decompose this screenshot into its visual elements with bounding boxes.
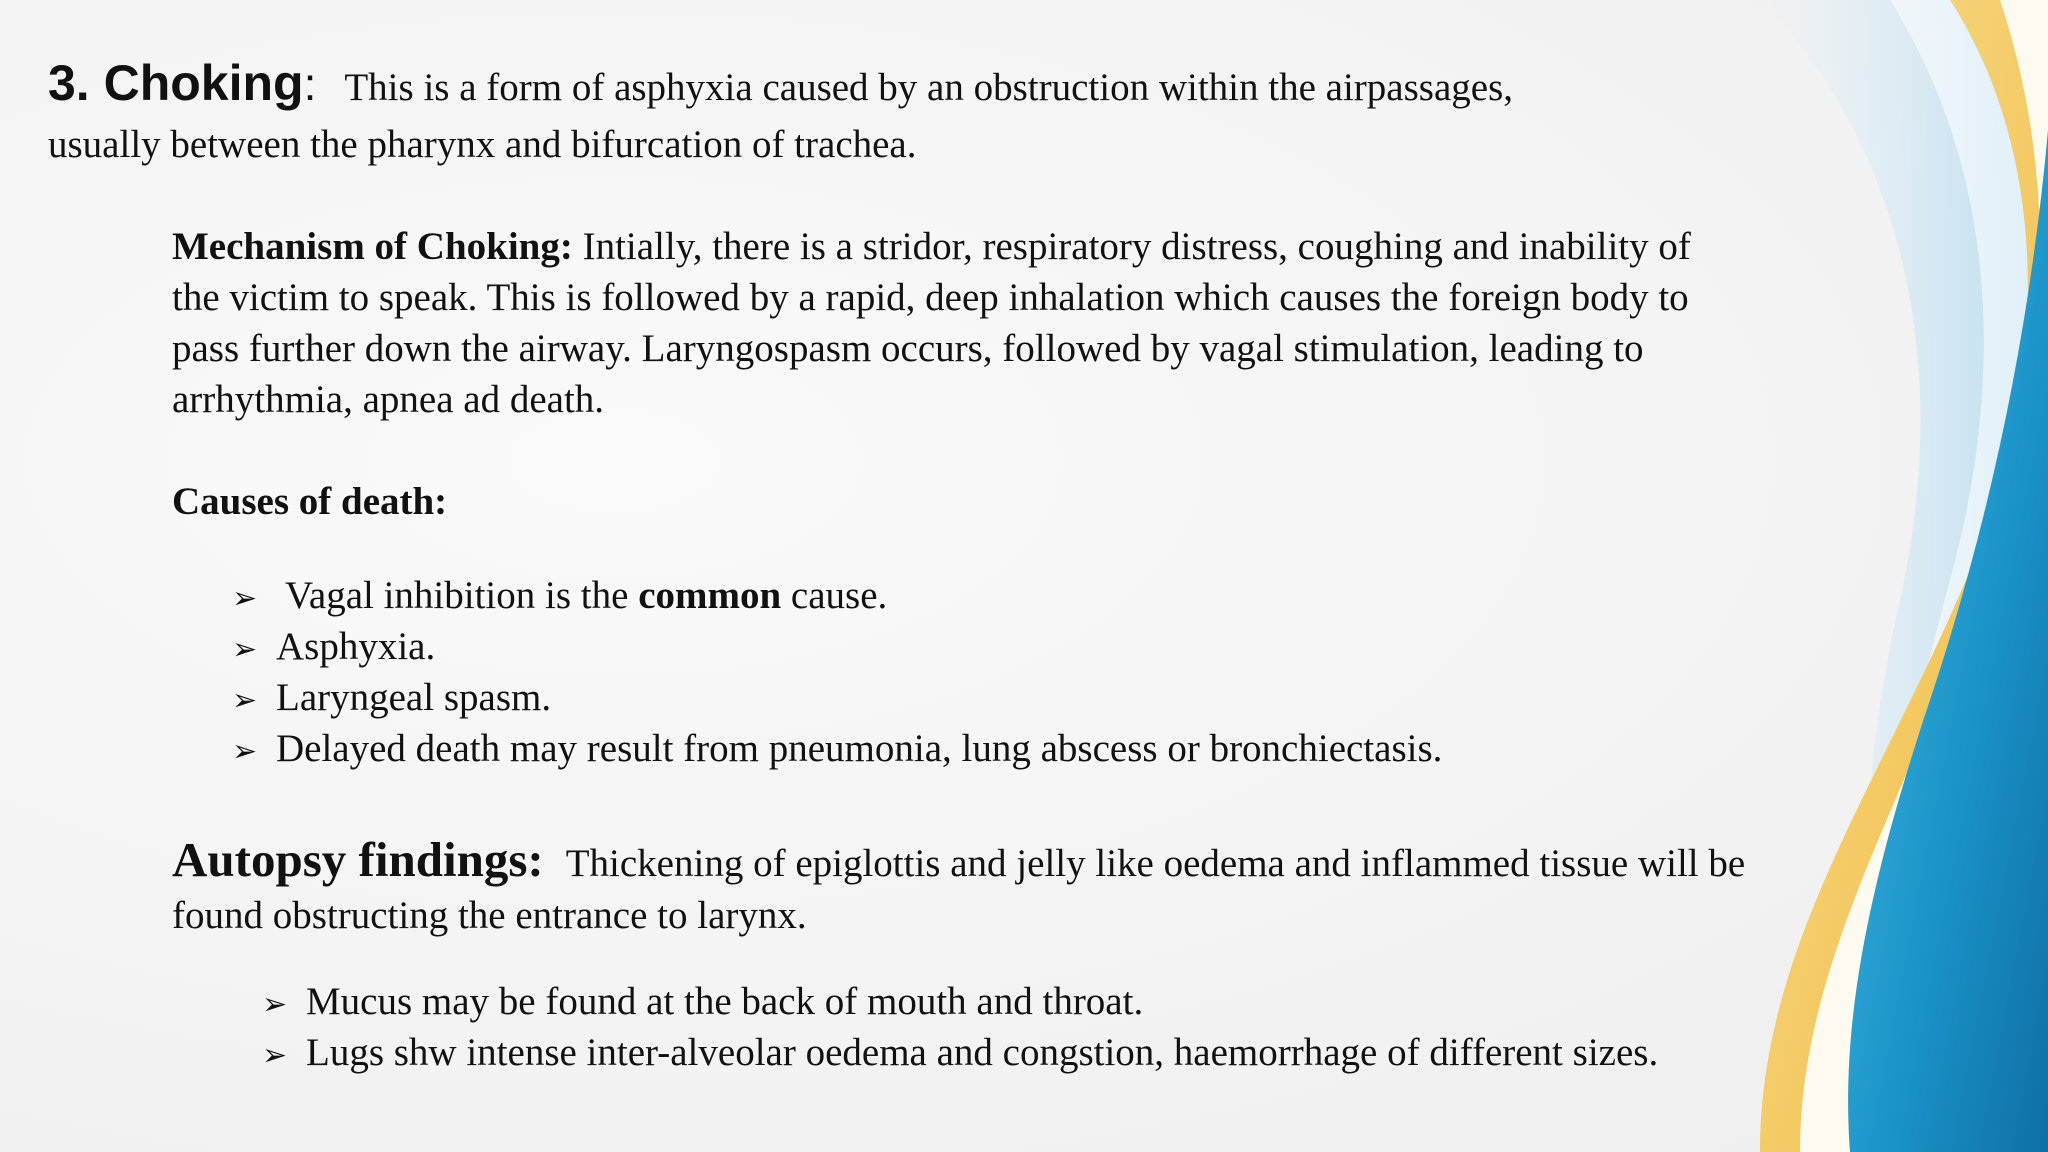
- cause-item-4: [232, 723, 1442, 777]
- cause-item-3: [232, 672, 551, 726]
- cause-item-1-bold: common: [638, 574, 782, 617]
- causes-title: Causes of death:: [172, 480, 448, 523]
- cause-item-1: [232, 570, 887, 624]
- arrow-bullet-icon: ➢: [232, 581, 258, 616]
- autopsy-text-line-2: found obstructing the entrance to larynx.: [172, 894, 807, 937]
- autopsy-line-1: [172, 834, 1745, 889]
- cause-item-3-text: Laryngeal spasm.: [276, 676, 552, 719]
- arrow-bullet-icon: ➢: [262, 1038, 288, 1073]
- cause-item-2-text: Asphyxia.: [276, 625, 436, 668]
- title-colon: :: [303, 58, 317, 110]
- cause-item-1-pre: Vagal inhibition is the: [276, 574, 639, 617]
- autopsy-item-1-text: Mucus may be found at the back of mouth and throat.: [306, 980, 1144, 1023]
- autopsy-item-2-text: Lugs shw intense inter-alveolar oedema and congstion, haemorrhage of different sizes.: [306, 1031, 1659, 1074]
- intro-line-1: [48, 55, 1514, 113]
- mechanism-text-line-4: arrhythmia, apnea ad death.: [172, 378, 605, 421]
- autopsy-item-2: [262, 1027, 1658, 1081]
- autopsy-item-1: [262, 976, 1143, 1030]
- intro-text-line-2: usually between the pharynx and bifurcation of trachea.: [48, 123, 917, 166]
- mechanism-text-line-3: pass further down the airway. Laryngospasm occurs, followed by vagal stimulation, leading to: [172, 327, 1644, 370]
- arrow-bullet-icon: ➢: [232, 734, 258, 769]
- mechanism-line-1: [172, 221, 1691, 272]
- arrow-bullet-icon: ➢: [232, 683, 258, 718]
- cause-item-1-post: cause.: [781, 574, 888, 617]
- section-title: 3. Choking: [48, 55, 304, 111]
- arrow-bullet-icon: ➢: [262, 987, 288, 1022]
- mechanism-text-line-2: the victim to speak. This is followed by a rapid, deep inhalation which causes the foreign body to: [172, 276, 1689, 319]
- autopsy-text-line-1: Thickening of epiglottis and jelly like oedema and inflammed tissue will be: [565, 842, 1746, 885]
- arrow-bullet-icon: ➢: [232, 632, 258, 667]
- mechanism-text-line-1: Intially, there is a stridor, respiratory distress, coughing and inability of: [572, 225, 1691, 268]
- cause-item-2: [232, 621, 435, 675]
- cause-item-4-text: Delayed death may result from pneumonia, lung abscess or bronchiectasis.: [276, 727, 1443, 770]
- intro-text-line-1: This is a form of asphyxia caused by an obstruction within the airpassages,: [344, 66, 1514, 109]
- autopsy-title: Autopsy findings:: [172, 832, 544, 887]
- mechanism-label: Mechanism of Choking:: [172, 225, 573, 268]
